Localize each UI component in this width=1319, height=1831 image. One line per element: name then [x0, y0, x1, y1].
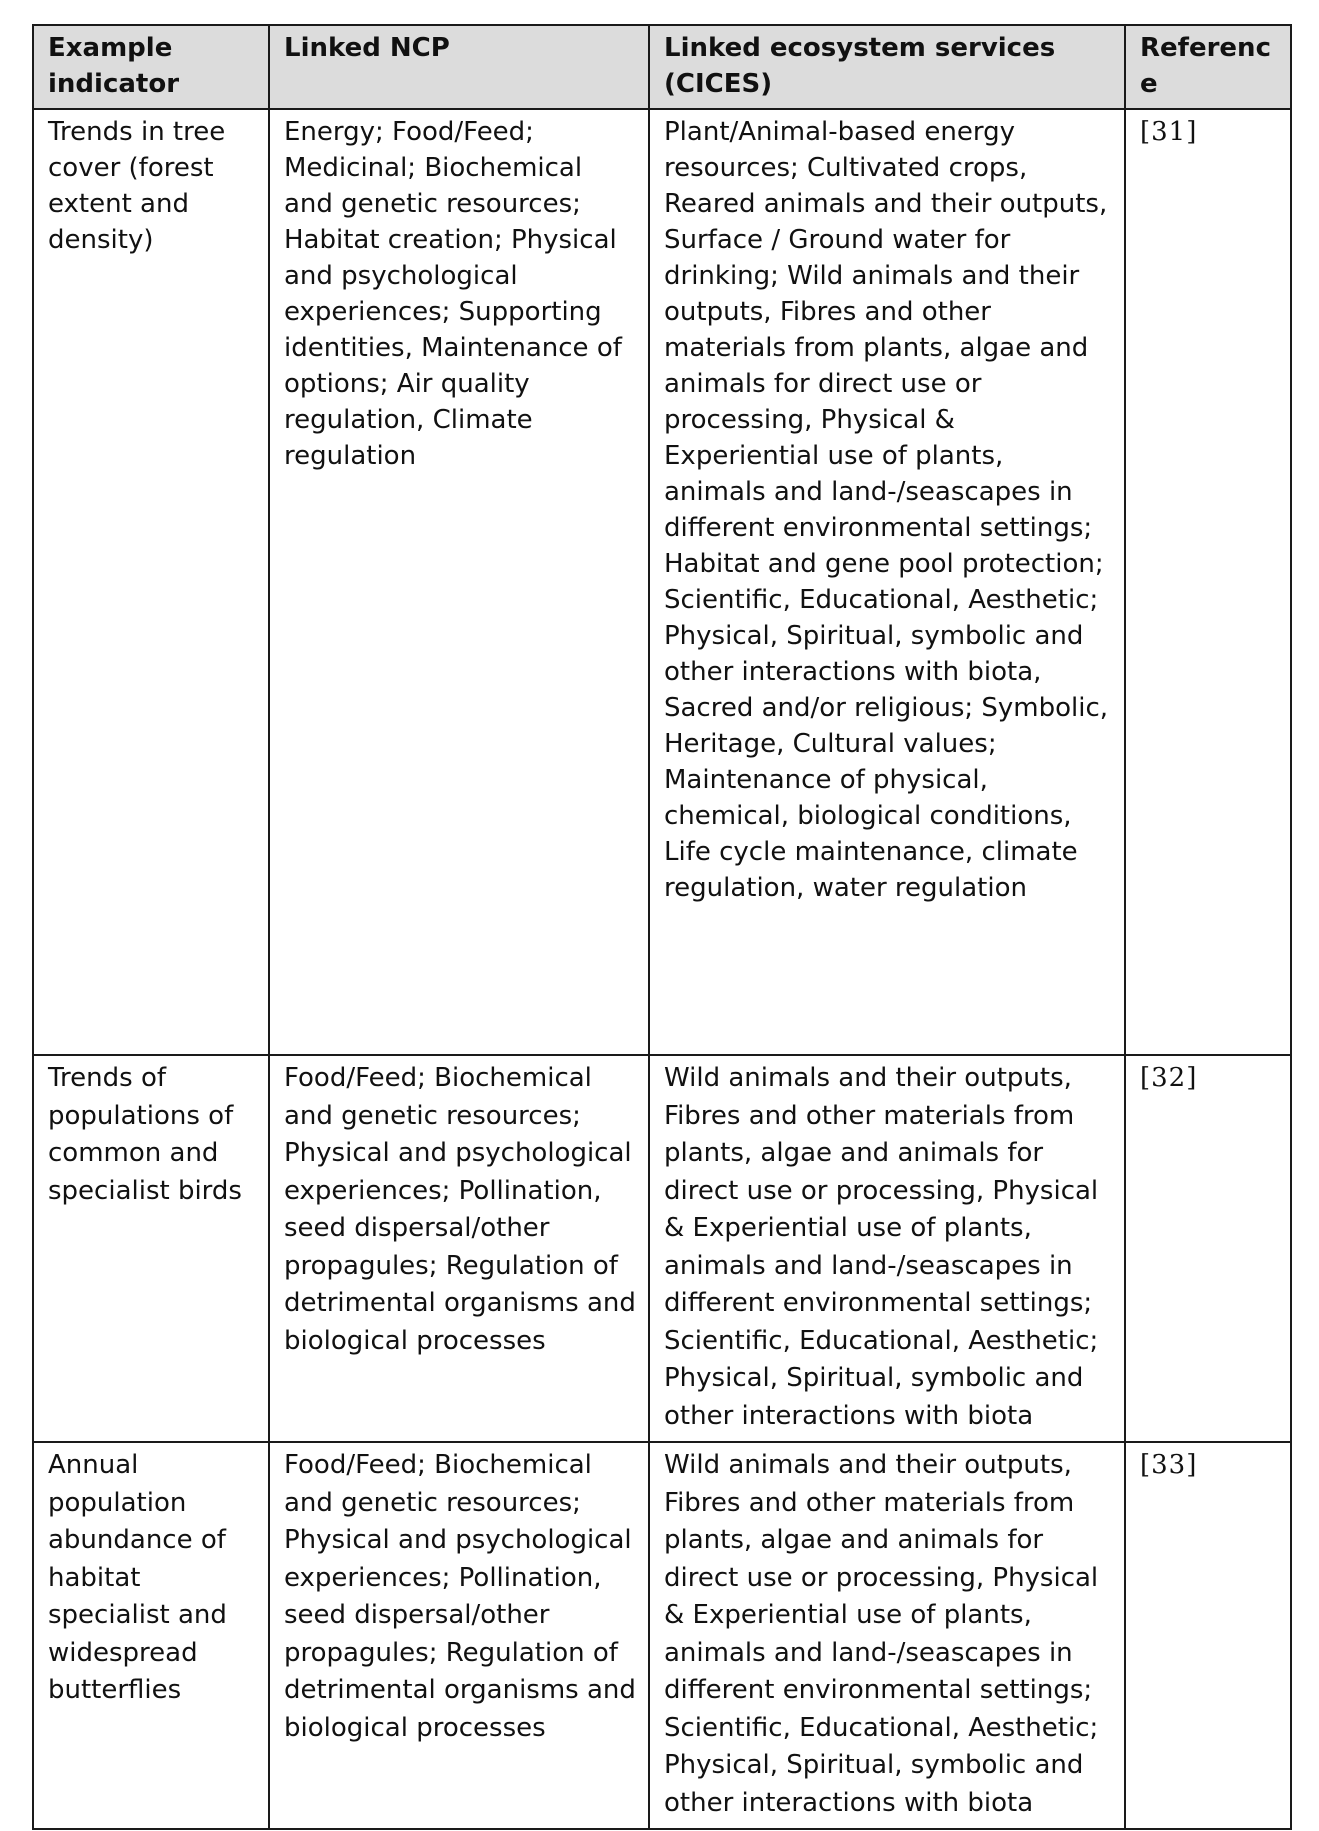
- header-linked-ncp: Linked NCP: [269, 25, 649, 109]
- table-body: [33, 109, 1291, 1829]
- table-row: [33, 1055, 1291, 1442]
- indicator-cell: Trends in tree cover (forest extent and density): [33, 109, 269, 1055]
- header-example-indicator: Example indicator: [33, 25, 269, 109]
- table-row: [33, 109, 1291, 1055]
- header-linked-ecosystem-services: Linked ecosystem services (CICES): [649, 25, 1125, 109]
- services-cell: Wild animals and their outputs, Fibres and other materials from plants, algae and animals for direct use or processing, Physical & Experiential use of plants, animals and land-/seascapes in different environmental settings; Scientific, Educational, Aesthetic; Physical, Spiritual, symbolic and other interactions with biota: [649, 1055, 1125, 1442]
- header-row: [33, 25, 1291, 109]
- services-cell: Wild animals and their outputs, Fibres and other materials from plants, algae and animals for direct use or processing, Physical & Experiential use of plants, animals and land-/seascapes in different environmental settings; Scientific, Educational, Aesthetic; Physical, Spiritual, symbolic and other interactions with biota: [649, 1442, 1125, 1829]
- ncp-cell: Food/Feed; Biochemical and genetic resources; Physical and psychological experiences; Pollination, seed dispersal/other propagules; Regulation of detrimental organisms and biological processes: [269, 1442, 649, 1829]
- indicator-table: [32, 24, 1292, 1830]
- ncp-cell: Energy; Food/Feed; Medicinal; Biochemical and genetic resources; Habitat creation; Physical and psychological experiences; Supporting identities, Maintenance of options; Air quality regulation, Climate regulation: [269, 109, 649, 1055]
- indicator-cell: Annual population abundance of habitat specialist and widespread butterflies: [33, 1442, 269, 1829]
- header-reference: Reference: [1125, 25, 1291, 109]
- reference-cell: [32]: [1125, 1055, 1291, 1442]
- reference-cell: [33]: [1125, 1442, 1291, 1829]
- ncp-cell: Food/Feed; Biochemical and genetic resources; Physical and psychological experiences; Pollination, seed dispersal/other propagules; Regulation of detrimental organisms and biological processes: [269, 1055, 649, 1442]
- document-page: [32, 24, 1290, 1818]
- services-cell: Plant/Animal-based energy resources; Cultivated crops, Reared animals and their outputs, Surface / Ground water for drinking; Wild animals and their outputs, Fibres and other materials from plants, algae and animals for direct use or processing, Physical & Experiential use of plants, animals and land-/seascapes in different environmental settings; Habitat and gene pool protection; Scientific, Educational, Aesthetic; Physical, Spiritual, symbolic and other interactions with biota, Sacred and/or religious; Symbolic, Heritage, Cultural values; Maintenance of physical, chemical, biological conditions, Life cycle maintenance, climate regulation, water regulation: [649, 109, 1125, 1055]
- indicator-cell: Trends of populations of common and specialist birds: [33, 1055, 269, 1442]
- reference-cell: [31]: [1125, 109, 1291, 1055]
- table-header: [33, 25, 1291, 109]
- table-row: [33, 1442, 1291, 1829]
